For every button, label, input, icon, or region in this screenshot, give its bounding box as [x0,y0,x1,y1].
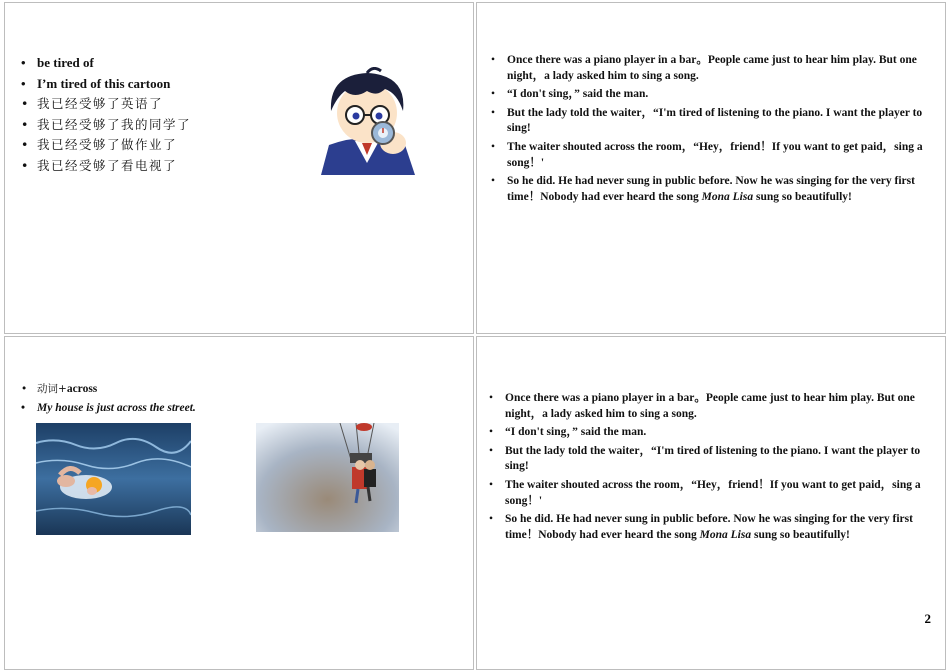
slide-story-repeat [476,336,946,670]
vocab-list [19,380,419,418]
story-paragraph: • The waiter shouted across the room，“Hey，friend！If you want to get paid，sing a song！' [487,478,927,509]
vocab-list [19,53,309,177]
story-paragraph: • Once there was a piano player in a bar。People came just to hear him play. But one night，a lady asked him to sing a song. [489,53,929,84]
list-item: • 我已经受够了我的同学了 [19,115,309,136]
across-word: across [66,383,98,395]
story-text: sung so beautifully! [751,528,850,541]
slide-story [476,2,946,334]
story-text: So he did. He had never sung in public before. Now he was singing for the very first time！Nobody had ever heard the song [505,513,913,541]
story-paragraph: • But the lady told the waiter，“I'm tired of listening to the piano. I want the player to sing! [489,106,929,137]
slide-tired-of [4,2,474,334]
story-paragraph: • “I don't sing，” said the man. [487,425,927,441]
list-item [19,380,419,399]
list-item: • I’m tired of this cartoon [19,74,309,95]
story-paragraph: • But the lady told the waiter，“I'm tired of listening to the piano. I want the player to sing! [487,444,927,475]
example-sentence: My house is just across the street. [37,402,196,414]
paragliding-image [256,423,399,532]
list-item: • 我已经受够了看电视了 [19,156,309,177]
story-paragraph: • The waiter shouted across the room，“Hey，friend！If you want to get paid，sing a song！' [489,140,929,171]
verb-label: 动词+ [37,383,67,395]
song-title: Mona Lisa [699,528,752,541]
story-text: sung so beautifully! [753,190,852,203]
story-paragraph [489,174,929,205]
story-text: So he did. He had never sung in public before. Now he was singing for the very first time！Nobody had ever heard the song [507,175,915,203]
story-list [489,53,929,208]
song-title: Mona Lisa [701,190,754,203]
swimmer-image [36,423,191,535]
list-item: • be tired of [19,53,309,74]
story-paragraph: • “I don't sing，” said the man. [489,87,929,103]
story-paragraph [487,512,927,543]
list-item: • 我已经受够了做作业了 [19,135,309,156]
slide-across [4,336,474,670]
list-item: • 我已经受够了英语了 [19,94,309,115]
story-paragraph: • Once there was a piano player in a bar。People came just to hear him play. But one night，a lady asked him to sing a song. [487,391,927,422]
list-item [19,399,419,418]
cartoon-boy-image [311,67,423,175]
story-list [487,391,927,546]
page-number: 2 [924,611,931,626]
